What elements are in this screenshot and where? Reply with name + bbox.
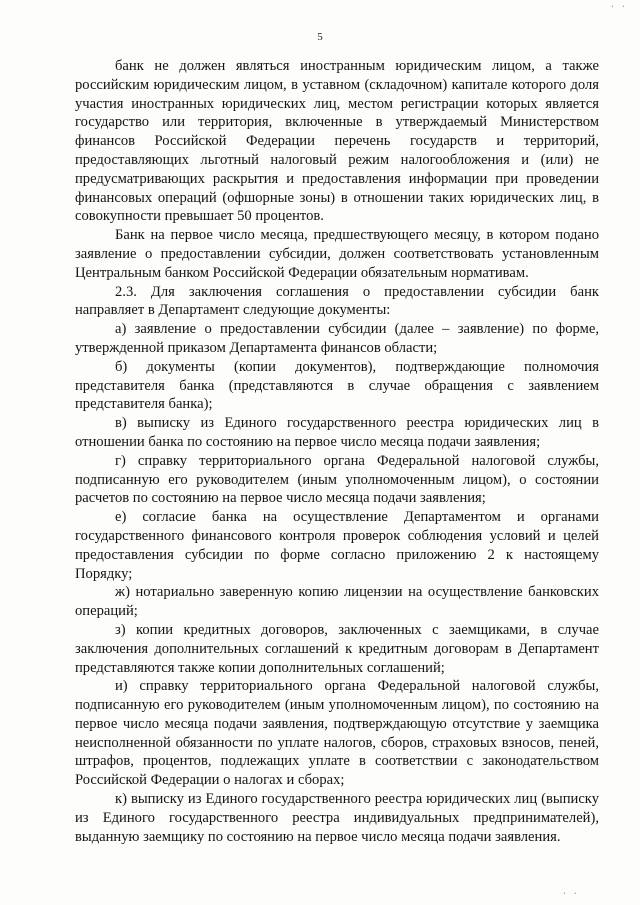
page-number: 5 bbox=[317, 31, 323, 43]
list-item-g: г) справку территориального органа Федеральной налоговой службы, подписанную его руководителем (иным уполномоченным лицом), о состоянии расчетов по состоянию на первое число месяца подачи заявления; bbox=[75, 452, 599, 507]
list-item-zh: ж) нотариально заверенную копию лицензии на осуществление банковских операций; bbox=[75, 584, 599, 620]
list-item-v: в) выписку из Единого государственного реестра юридических лиц в отношении банка по состоянию на первое число месяца подачи заявления; bbox=[75, 415, 599, 450]
scan-mark: · · bbox=[609, 2, 626, 12]
list-item-e: е) согласие банка на осуществление Департаментом и органами государственного финансового контроля проверок соблюдения условий и целей предоставления субсидии по форме согласно приложению 2 к настоящему Порядку; bbox=[75, 509, 599, 582]
list-item-z: з) копии кредитных договоров, заключенных с заемщиками, в случае заключения дополнительных соглашений к кредитным договорам в Департамент представляются также копии дополнительных соглашений; bbox=[75, 621, 599, 676]
document-body bbox=[75, 57, 599, 846]
scan-mark: · · bbox=[561, 889, 578, 899]
paragraph-bank-requirements: банк не должен являться иностранным юридическим лицом, а также российским юридическим лицом, в уставном (складочном) капитале которого доля участия иностранных юридических лиц, местом регистрации которых является государство или территория, включенные в утверждаемый Министерством финансов Российской Федерации перечень государств и территорий, предоставляющих льготный налоговый режим налогообложения и (или) не предусматривающих раскрытия и предоставления информации при проведении финансовых операций (офшорные зоны) в отношении таких юридических лиц, в совокупности превышает 50 процентов. bbox=[75, 58, 599, 225]
list-item-k: к) выписку из Единого государственного реестра юридических лиц (выписку из Единого государственного реестра индивидуальных предпринимателей), выданную заемщику по состоянию на первое число месяца подачи заявления. bbox=[75, 791, 599, 845]
list-item-a: а) заявление о предоставлении субсидии (далее – заявление) по форме, утвержденной приказом Департамента финансов области; bbox=[75, 321, 599, 356]
paragraph-section-2-3: 2.3. Для заключения соглашения о предоставлении субсидии банк направляет в Департамент следующие документы: bbox=[75, 283, 599, 319]
paragraph-bank-standards: Банк на первое число месяца, предшествующего месяцу, в котором подано заявление о предоставлении субсидии, должен соответствовать установленным Центральным банком Российской Федерации обязательным нормативам. bbox=[75, 227, 599, 281]
list-item-i: и) справку территориального органа Федеральной налоговой службы, подписанную его руководителем (иным уполномоченным лицом), по состоянию на первое число месяца подачи заявления, подтверждающую отсутствие у заемщика неисполненной обязанности по уплате налогов, сборов, страховых взносов, пеней, штрафов, процентов, подлежащих уплате в соответствии с законодательством Российской Федерации о налогах и сборах; bbox=[75, 678, 599, 789]
list-item-b: б) документы (копии документов), подтверждающие полномочия представителя банка (представляются в случае обращения с заявлением представителя банка); bbox=[75, 358, 599, 413]
